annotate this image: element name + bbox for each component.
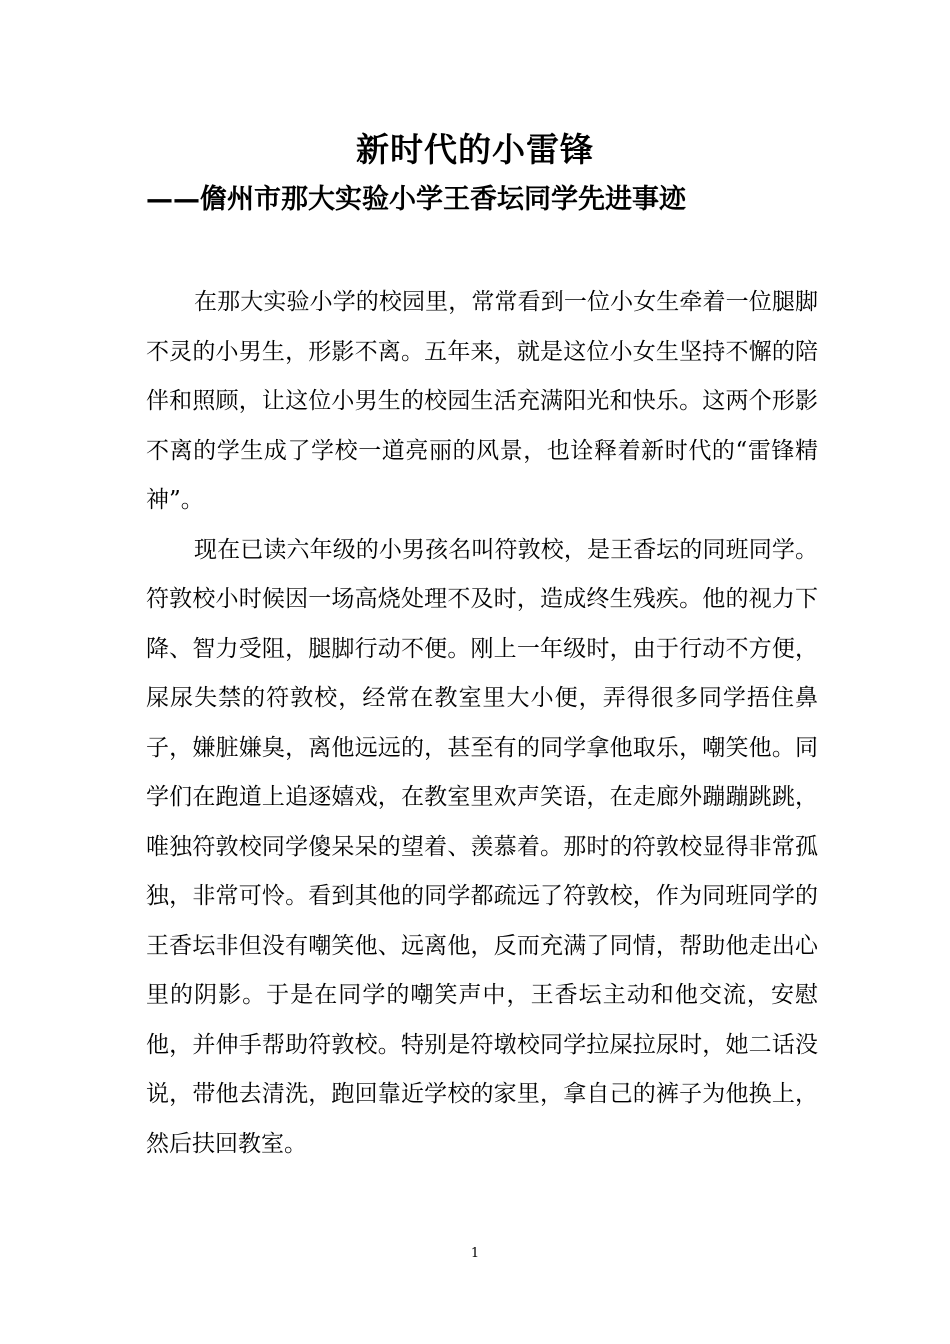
paragraph-1: 在那大实验小学的校园里，常常看到一位小女生牵着一位腿脚不灵的小男生，形影不离。五年来，就是这位小女生坚持不懈的陪伴和照顾，让这位小男生的校园生活充满阳光和快乐。这两个形影不离的学生成了学校一道亮丽的风景，也诠释着新时代的“雷锋精神”。 <box>146 289 818 513</box>
page-number: 1 <box>470 1246 480 1261</box>
paragraph-2: 现在已读六年级的小男孩名叫符敦校，是王香坛的同班同学。符敦校小时候因一场高烧处理不及时，造成终生残疾。他的视力下降、智力受阻，腿脚行动不便。刚上一年级时，由于行动不方便，屎尿失禁的符敦校，经常在教室里大小便，弄得很多同学捂住鼻子，嫌脏嫌臭，离他远远的，甚至有的同学拿他取乐，嘲笑他。同学们在跑道上追逐嬉戏，在教室里欢声笑语，在走廊外蹦蹦跳跳，唯独符敦校同学傻呆呆的望着、羡慕着。那时的符敦校显得非常孤独，非常可怜。看到其他的同学都疏远了符敦校，作为同班同学的王香坛非但没有嘲笑他、远离他，反而充满了同情，帮助他走出心里的阴影。于是在同学的嘲笑声中，王香坛主动和他交流，安慰他，并伸手帮助符敦校。特别是符墩校同学拉屎拉尿时，她二话没说，带他去清洗，跑回靠近学校的家里，拿自己的裤子为他换上，然后扶回教室。 <box>146 536 818 1157</box>
document-subtitle: ——儋州市那大实验小学王香坛同学先进事迹 <box>146 184 686 215</box>
document-body <box>146 278 818 1169</box>
document-title: 新时代的小雷锋 <box>356 130 594 169</box>
